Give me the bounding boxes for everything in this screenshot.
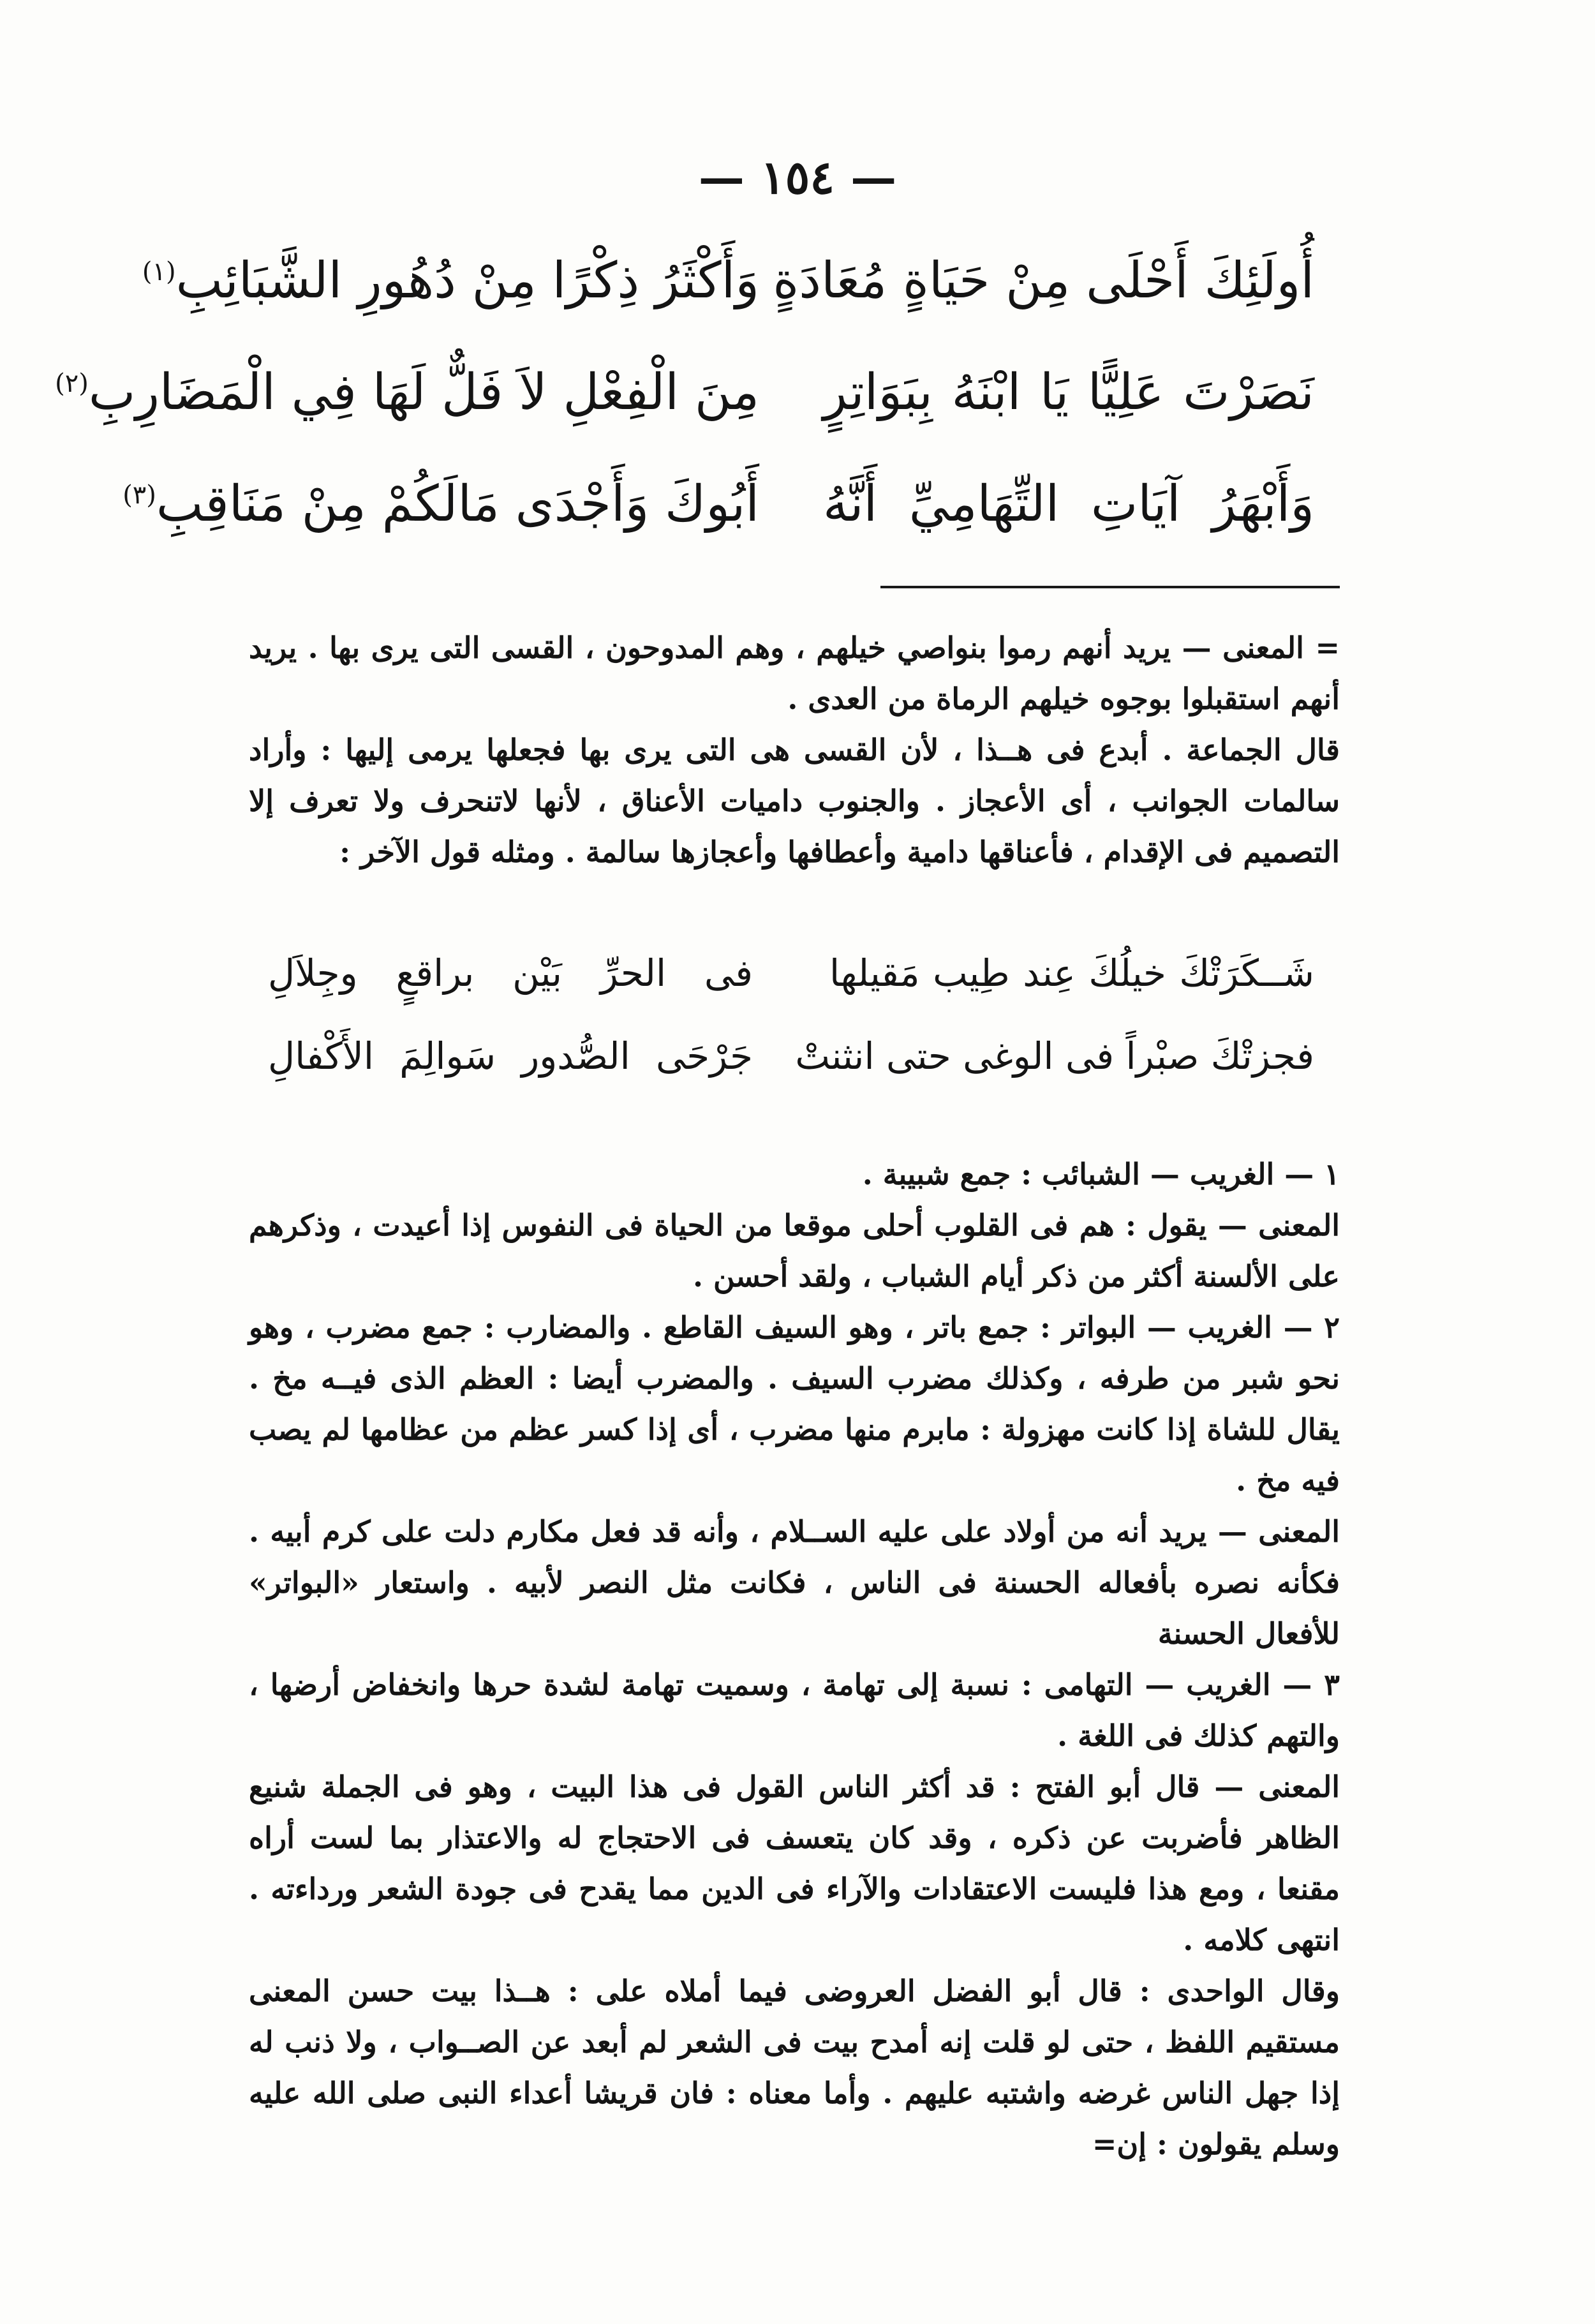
verse-first-hemistich: نَصَرْتَ عَلِيًّا يَا ابْنَهُ بِبَوَاتِرٍ <box>823 364 1314 421</box>
cited-verse-second: جَرْحَى الصُّدور سَوالِمَ الأَكْفالِ <box>268 1034 753 1078</box>
note-paragraph: وقال الواحدى : قال أبو الفضل العروضى فيما أملاه على : هــذا بيت حسن المعنى مستقيم اللفظ ، حتى لو قلت إنه أمدح بيت فى الشعر لم أبعد عن الصــواب ، ولا ذنب له إذا جهل الناس غرضه واشتبه عليهم . وأما معناه : فان قريشا أعداء النبى صلى الله عليه وسلم يقولون : إن= <box>249 1974 1340 2161</box>
verse-first-hemistich: أُولَئِكَ أَحْلَى مِنْ حَيَاةٍ مُعَادَةٍ <box>773 252 1314 309</box>
footnote-marker: (١) <box>142 257 176 287</box>
verse-line <box>55 354 1314 431</box>
cited-verse-line <box>268 1024 1314 1088</box>
cited-verse-second: فى الحرِّ بَيْن براقعٍ وجِلاَلِ <box>268 951 753 995</box>
footnote-marker: (٢) <box>55 369 89 398</box>
cited-verse-first: فجزتْكَ صبْراً فى الوغى حتى انثنتْ <box>795 1034 1314 1078</box>
note-paragraph: ٣ — الغريب — التهامى : نسبة إلى تهامة ، وسميت تهامة لشدة حرها وانخفاض أرضها ، والتهم كذلك فى اللغة . <box>249 1667 1340 1753</box>
commentary-block <box>249 622 1340 877</box>
note-paragraph: ١ — الغريب — الشبائب : جمع شبيبة . <box>862 1157 1340 1191</box>
note-paragraph: المعنى — يريد أنه من أولاد على عليه الســلام ، وأنه قد فعل مكارم دلت على كرم أبيه . فكأنه نصره بأفعاله الحسنة فى الناس ، فكانت مثل النصر لأبيه . واستعار «البواتر» للأفعال الحسنة <box>249 1514 1340 1651</box>
cited-verse-line <box>268 941 1314 1005</box>
verse-second-hemistich: أَبُوكَ وَأَجْدَى مَالَكُمْ مِنْ مَنَاقِبِ$^{(٣)}$ <box>122 475 759 533</box>
commentary-paragraph: = المعنى — يريد أنهم رموا بنواصي خيلهم ، وهم المدوحون ، القسى التى يرى بها . يريد أنهم استقبلوا بوجوه خيلهم الرماة من العدى . <box>249 630 1340 716</box>
commentary-paragraph: قال الجماعة . أبدع فى هــذا ، لأن القسى هى التى يرى بها فجعلها يرمى إليها : وأراد سالمات الجوانب ، أى الأعجاز . والجنوب داميات الأعناق ، لأنها لاتنحرف ولا تعرف إلا التصميم فى الإقدام ، فأعناقها دامية وأعطافها وأعجازها سالمة . ومثله قول الآخر : <box>249 733 1340 869</box>
verse-second-hemistich: مِنَ الْفِعْلِ لاَ فَلٌّ لَهَا فِي الْمَضَارِبِ$^{(٢)}$ <box>55 364 759 421</box>
verse-first-hemistich: وَأَبْهَرُ آيَاتِ التِّهَامِيِّ أَنَّهُ <box>823 475 1314 533</box>
footnote-marker: (٣) <box>122 480 156 510</box>
note-paragraph: المعنى — قال أبو الفتح : قد أكثر الناس القول فى هذا البيت ، وهو فى الجملة شنيع الظاهر فأضربت عن ذكره ، وقد كان يتعسف فى الاحتجاج له والاعتذار بما لست أراه مقنعا ، ومع هذا فليست الاعتقادات والآراء فى الدين مما يقدح فى جودة الشعر ورداءته . انتهى كلامه . <box>249 1769 1340 1957</box>
notes-block <box>249 1149 1340 2170</box>
verse-line <box>122 466 1314 542</box>
cited-verse-first: شَــكَرَتْكَ خيلُكَ عِند طِيب مَقيلها <box>829 951 1314 995</box>
note-paragraph: ٢ — الغريب — البواتر : جمع باتر ، وهو السيف القاطع . والمضارب : جمع مضرب ، وهو نحو شبر من طرفه ، وكذلك مضرب السيف . والمضرب أيضا : العظم الذى فيــه مخ . يقال للشاة إذا كانت مهزولة : مابرم منها مضرب ، أى إذا كسر عظم من عظامها لم يصب فيه مخ . <box>249 1310 1340 1498</box>
note-paragraph: المعنى — يقول : هم فى القلوب أحلى موقعا من الحياة فى النفوس إذا أعيدت ، وذكرهم على الألسنة أكثر من ذكر أيام الشباب ، ولقد أحسن . <box>249 1208 1340 1293</box>
separator-line <box>880 586 1340 588</box>
page-number: — ١٥٤ — <box>698 150 897 204</box>
verse-line <box>142 242 1314 319</box>
verse-second-hemistich: وَأَكْثَرُ ذِكْرًا مِنْ دُهُورِ الشَّبَائِبِ$^{(١)}$ <box>142 252 759 309</box>
